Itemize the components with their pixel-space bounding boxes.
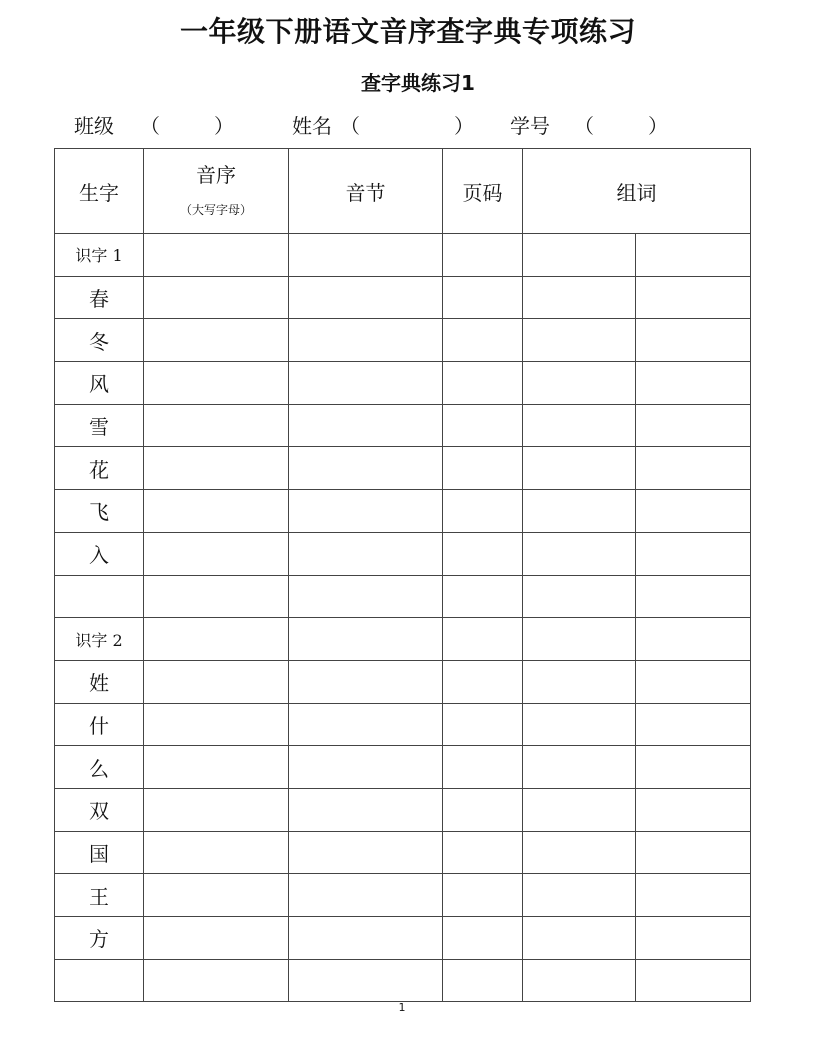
- order-answer-cell[interactable]: [144, 746, 289, 789]
- order-answer-cell[interactable]: [144, 319, 289, 362]
- order-answer-cell[interactable]: [144, 874, 289, 917]
- page-answer-cell[interactable]: [443, 532, 523, 575]
- table-row: [55, 234, 751, 277]
- name-close-paren: ）: [454, 114, 474, 138]
- character-cell: 什: [55, 703, 144, 746]
- word-answer-cell-2[interactable]: [636, 660, 751, 703]
- word-answer-cell-2[interactable]: [636, 276, 751, 319]
- syllable-answer-cell[interactable]: [289, 874, 443, 917]
- word-answer-cell-2[interactable]: [636, 532, 751, 575]
- character-cell: 双: [55, 788, 144, 831]
- header-order: [144, 149, 289, 234]
- syllable-answer-cell[interactable]: [289, 917, 443, 960]
- table-row: [55, 746, 751, 789]
- page-answer-cell[interactable]: [443, 447, 523, 490]
- table-row: [55, 532, 751, 575]
- syllable-answer-cell[interactable]: [289, 532, 443, 575]
- order-answer-cell[interactable]: [144, 532, 289, 575]
- character-cell: 风: [55, 362, 144, 405]
- order-answer-cell[interactable]: [144, 362, 289, 405]
- page-answer-cell[interactable]: [443, 276, 523, 319]
- page-answer-cell[interactable]: [443, 959, 523, 1002]
- page-answer-cell[interactable]: [443, 874, 523, 917]
- word-answer-cell-1[interactable]: [523, 234, 636, 277]
- page-answer-cell[interactable]: [443, 362, 523, 405]
- order-answer-cell[interactable]: [144, 276, 289, 319]
- order-answer-cell[interactable]: [144, 660, 289, 703]
- word-answer-cell-1[interactable]: [523, 276, 636, 319]
- page-answer-cell[interactable]: [443, 746, 523, 789]
- character-cell: 姓: [55, 660, 144, 703]
- page-answer-cell[interactable]: [443, 703, 523, 746]
- page-answer-cell[interactable]: [443, 575, 523, 618]
- order-answer-cell[interactable]: [144, 618, 289, 661]
- word-answer-cell-2[interactable]: [636, 746, 751, 789]
- order-answer-cell[interactable]: [144, 788, 289, 831]
- page-answer-cell[interactable]: [443, 490, 523, 533]
- page-answer-cell[interactable]: [443, 618, 523, 661]
- table-row: [55, 660, 751, 703]
- syllable-answer-cell[interactable]: [289, 959, 443, 1002]
- order-answer-cell[interactable]: [144, 575, 289, 618]
- order-answer-cell[interactable]: [144, 703, 289, 746]
- number-label: 学号: [510, 114, 550, 138]
- word-answer-cell-2[interactable]: [636, 917, 751, 960]
- word-answer-cell-1[interactable]: [523, 575, 636, 618]
- table-row: [55, 404, 751, 447]
- table-row: [55, 917, 751, 960]
- word-answer-cell-1[interactable]: [523, 917, 636, 960]
- order-answer-cell[interactable]: [144, 490, 289, 533]
- character-cell: 冬: [55, 319, 144, 362]
- character-cell: [55, 959, 144, 1002]
- class-label: 班级: [74, 114, 114, 138]
- table-row: [55, 575, 751, 618]
- header-character: 生字: [55, 149, 144, 234]
- table-row: [55, 319, 751, 362]
- syllable-answer-cell[interactable]: [289, 575, 443, 618]
- table-body: [55, 234, 751, 1002]
- word-answer-cell-1[interactable]: [523, 959, 636, 1002]
- number-open-paren: （: [574, 114, 594, 138]
- table-row: [55, 618, 751, 661]
- syllable-answer-cell[interactable]: [289, 234, 443, 277]
- page-answer-cell[interactable]: [443, 831, 523, 874]
- order-answer-cell[interactable]: [144, 447, 289, 490]
- class-open-paren: （: [140, 114, 160, 138]
- page-answer-cell[interactable]: [443, 234, 523, 277]
- syllable-answer-cell[interactable]: [289, 404, 443, 447]
- order-answer-cell[interactable]: [144, 959, 289, 1002]
- character-cell: 方: [55, 917, 144, 960]
- page-answer-cell[interactable]: [443, 404, 523, 447]
- word-answer-cell-1[interactable]: [523, 660, 636, 703]
- word-answer-cell-2[interactable]: [636, 319, 751, 362]
- exercise-subtitle: 查字典练习1: [361, 71, 475, 95]
- word-answer-cell-1[interactable]: [523, 874, 636, 917]
- table-row: [55, 447, 751, 490]
- word-answer-cell-2[interactable]: [636, 831, 751, 874]
- word-answer-cell-1[interactable]: [523, 746, 636, 789]
- syllable-answer-cell[interactable]: [289, 362, 443, 405]
- section-label-cell: 识字 2: [55, 618, 144, 661]
- syllable-answer-cell[interactable]: [289, 746, 443, 789]
- character-cell: 入: [55, 532, 144, 575]
- page-number: 1: [398, 1001, 406, 1014]
- header-words: 组词: [523, 149, 751, 234]
- word-answer-cell-2[interactable]: [636, 490, 751, 533]
- header-syllable: 音节: [289, 149, 443, 234]
- table-row: [55, 276, 751, 319]
- page-answer-cell[interactable]: [443, 319, 523, 362]
- word-answer-cell-2[interactable]: [636, 575, 751, 618]
- dictionary-practice-table: [54, 148, 751, 1002]
- page-title: 一年级下册语文音序查字典专项练习: [179, 15, 636, 48]
- word-answer-cell-1[interactable]: [523, 618, 636, 661]
- word-answer-cell-2[interactable]: [636, 703, 751, 746]
- syllable-answer-cell[interactable]: [289, 831, 443, 874]
- character-cell: 雪: [55, 404, 144, 447]
- header-order-label: 音序: [196, 163, 236, 187]
- syllable-answer-cell[interactable]: [289, 703, 443, 746]
- class-close-paren: ）: [214, 114, 234, 138]
- table-row: [55, 788, 751, 831]
- table-header-row: [55, 149, 751, 234]
- character-cell: [55, 575, 144, 618]
- character-cell: 国: [55, 831, 144, 874]
- word-answer-cell-2[interactable]: [636, 404, 751, 447]
- word-answer-cell-1[interactable]: [523, 490, 636, 533]
- word-answer-cell-2[interactable]: [636, 234, 751, 277]
- character-cell: 王: [55, 874, 144, 917]
- page-answer-cell[interactable]: [443, 660, 523, 703]
- table-row: [55, 490, 751, 533]
- word-answer-cell-2[interactable]: [636, 447, 751, 490]
- section-label-cell: 识字 1: [55, 234, 144, 277]
- syllable-answer-cell[interactable]: [289, 788, 443, 831]
- table-row: [55, 874, 751, 917]
- word-answer-cell-1[interactable]: [523, 404, 636, 447]
- word-answer-cell-1[interactable]: [523, 362, 636, 405]
- word-answer-cell-2[interactable]: [636, 874, 751, 917]
- table-row: [55, 959, 751, 1002]
- name-label: 姓名: [292, 114, 332, 138]
- syllable-answer-cell[interactable]: [289, 490, 443, 533]
- order-answer-cell[interactable]: [144, 234, 289, 277]
- word-answer-cell-1[interactable]: [523, 319, 636, 362]
- order-answer-cell[interactable]: [144, 917, 289, 960]
- table-row: [55, 362, 751, 405]
- number-close-paren: ）: [648, 114, 668, 138]
- word-answer-cell-2[interactable]: [636, 959, 751, 1002]
- header-order-note: （大写字母）: [179, 203, 252, 217]
- order-answer-cell[interactable]: [144, 404, 289, 447]
- word-answer-cell-1[interactable]: [523, 831, 636, 874]
- word-answer-cell-2[interactable]: [636, 788, 751, 831]
- syllable-answer-cell[interactable]: [289, 618, 443, 661]
- syllable-answer-cell[interactable]: [289, 276, 443, 319]
- table-row: [55, 703, 751, 746]
- character-cell: 花: [55, 447, 144, 490]
- character-cell: 春: [55, 276, 144, 319]
- character-cell: 飞: [55, 490, 144, 533]
- name-open-paren: （: [340, 114, 360, 138]
- word-answer-cell-1[interactable]: [523, 532, 636, 575]
- word-answer-cell-2[interactable]: [636, 618, 751, 661]
- order-answer-cell[interactable]: [144, 831, 289, 874]
- table-row: [55, 831, 751, 874]
- word-answer-cell-2[interactable]: [636, 362, 751, 405]
- syllable-answer-cell[interactable]: [289, 660, 443, 703]
- syllable-answer-cell[interactable]: [289, 319, 443, 362]
- character-cell: 么: [55, 746, 144, 789]
- word-answer-cell-1[interactable]: [523, 447, 636, 490]
- word-answer-cell-1[interactable]: [523, 788, 636, 831]
- syllable-answer-cell[interactable]: [289, 447, 443, 490]
- page-answer-cell[interactable]: [443, 917, 523, 960]
- page-answer-cell[interactable]: [443, 788, 523, 831]
- header-page: 页码: [443, 149, 523, 234]
- word-answer-cell-1[interactable]: [523, 703, 636, 746]
